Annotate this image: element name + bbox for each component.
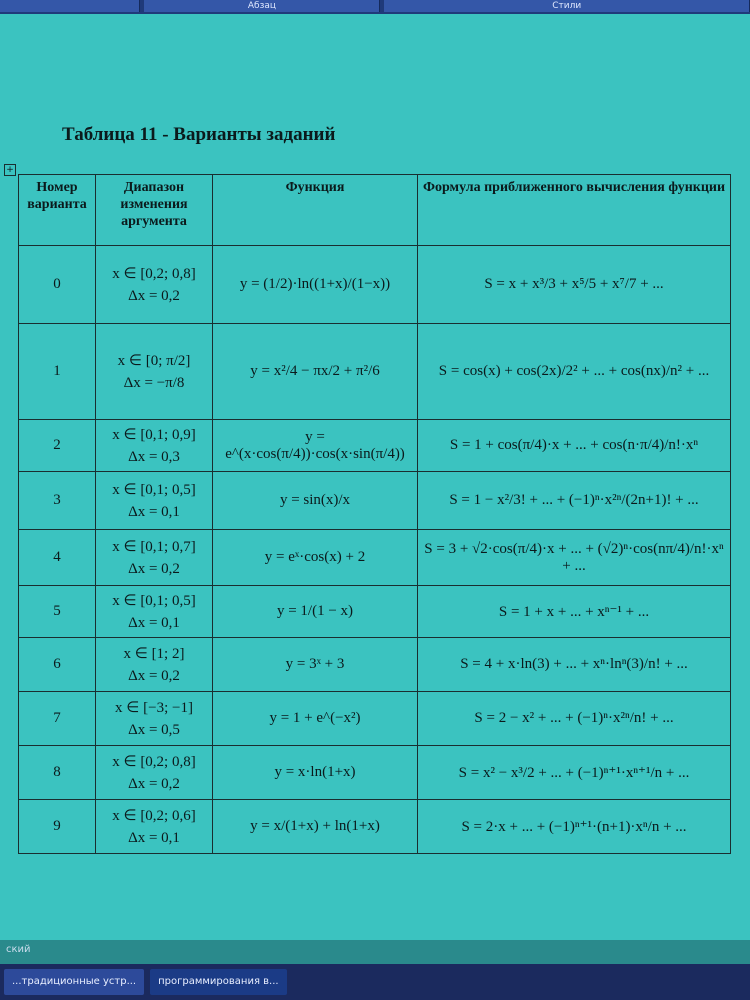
argument-step: Δx = 0,5: [128, 721, 180, 738]
function-cell: y = 1 + e^(−x²): [213, 692, 418, 746]
argument-range-cell: [96, 420, 213, 472]
argument-step: Δx = 0,2: [128, 667, 180, 684]
variant-number: 3: [19, 472, 96, 530]
argument-range-cell: [96, 746, 213, 800]
taskbar-item-1[interactable]: ...традиционные устр...: [4, 969, 144, 995]
variant-number: 6: [19, 638, 96, 692]
argument-range: x ∈ [0,1; 0,7]: [112, 538, 196, 555]
argument-step: Δx = 0,1: [128, 829, 180, 846]
argument-range: x ∈ [0; π/2]: [117, 352, 191, 369]
argument-range-cell: [96, 530, 213, 586]
status-language: ский: [6, 944, 31, 955]
argument-step: Δx = 0,2: [128, 775, 180, 792]
variant-number: 4: [19, 530, 96, 586]
argument-range: x ∈ [1; 2]: [123, 645, 185, 662]
table-move-handle-icon[interactable]: +: [4, 164, 16, 176]
header-variant-number: Номер варианта: [19, 175, 96, 246]
argument-range: x ∈ [0,1; 0,9]: [112, 426, 196, 443]
table-row: [19, 420, 731, 472]
table-row: [19, 746, 731, 800]
argument-range-cell: [96, 246, 213, 324]
argument-range-cell: [96, 638, 213, 692]
argument-step: Δx = 0,1: [128, 614, 180, 631]
function-cell: y = x·ln(1+x): [213, 746, 418, 800]
table-row: [19, 586, 731, 638]
formula-cell: S = 2·x + ... + (−1)ⁿ⁺¹·(n+1)·xⁿ/n + ...: [418, 800, 731, 854]
formula-cell: S = 1 − x²/3! + ... + (−1)ⁿ·x²ⁿ/(2n+1)! + ...: [418, 472, 731, 530]
argument-range-cell: [96, 586, 213, 638]
table-row: [19, 530, 731, 586]
argument-range-cell: [96, 692, 213, 746]
table-row: [19, 692, 731, 746]
argument-range-cell: [96, 472, 213, 530]
formula-cell: S = x + x³/3 + x⁵/5 + x⁷/7 + ...: [418, 246, 731, 324]
variant-number: 8: [19, 746, 96, 800]
argument-range: x ∈ [0,2; 0,8]: [112, 265, 196, 282]
toolbar-left-field[interactable]: [0, 0, 140, 12]
argument-range: x ∈ [0,1; 0,5]: [112, 592, 196, 609]
header-argument-range: Диапазон изменения аргумента: [96, 175, 213, 246]
formula-cell: S = 1 + x + ... + xⁿ⁻¹ + ...: [418, 586, 731, 638]
document-page: [0, 14, 750, 940]
taskbar: [0, 964, 750, 1000]
argument-range: x ∈ [−3; −1]: [115, 699, 193, 716]
variant-number: 5: [19, 586, 96, 638]
variant-number: 2: [19, 420, 96, 472]
styles-field[interactable]: Стили: [384, 0, 750, 12]
function-cell: y = 1/(1 − x): [213, 586, 418, 638]
variant-number: 1: [19, 324, 96, 420]
function-cell: y = eˣ·cos(x) + 2: [213, 530, 418, 586]
function-cell: y = 3ˣ + 3: [213, 638, 418, 692]
function-cell: y = x/(1+x) + ln(1+x): [213, 800, 418, 854]
formula-cell: S = 1 + cos(π/4)·x + ... + cos(n·π/4)/n!·xⁿ: [418, 420, 731, 472]
argument-range-cell: [96, 800, 213, 854]
function-cell: y = (1/2)·ln((1+x)/(1−x)): [213, 246, 418, 324]
argument-range: x ∈ [0,2; 0,6]: [112, 807, 196, 824]
argument-step: Δx = 0,1: [128, 503, 180, 520]
variant-number: 7: [19, 692, 96, 746]
header-approx-formula: Формула приближенного вычисления функции: [418, 175, 731, 246]
toolbar: [0, 0, 750, 14]
variants-table: [18, 174, 731, 854]
formula-cell: S = x² − x³/2 + ... + (−1)ⁿ⁺¹·xⁿ⁺¹/n + ...: [418, 746, 731, 800]
table-row: [19, 472, 731, 530]
table-row: [19, 324, 731, 420]
table-row: [19, 800, 731, 854]
function-cell: y = x²/4 − πx/2 + π²/6: [213, 324, 418, 420]
table-caption: Таблица 11 - Варианты заданий: [62, 124, 336, 145]
argument-step: Δx = 0,3: [128, 448, 180, 465]
status-bar: [0, 940, 750, 964]
variant-number: 9: [19, 800, 96, 854]
header-function: Функция: [213, 175, 418, 246]
taskbar-item-2[interactable]: программирования в...: [150, 969, 286, 995]
argument-step: Δx = 0,2: [128, 287, 180, 304]
table-header-row: [19, 175, 731, 246]
formula-cell: S = 3 + √2·cos(π/4)·x + ... + (√2)ⁿ·cos(nπ/4)/n!·xⁿ + ...: [418, 530, 731, 586]
formula-cell: S = cos(x) + cos(2x)/2² + ... + cos(nx)/n² + ...: [418, 324, 731, 420]
formula-cell: S = 4 + x·ln(3) + ... + xⁿ·lnⁿ(3)/n! + ...: [418, 638, 731, 692]
function-cell: y = e^(x·cos(π/4))·cos(x·sin(π/4)): [213, 420, 418, 472]
function-cell: y = sin(x)/x: [213, 472, 418, 530]
argument-range: x ∈ [0,2; 0,8]: [112, 753, 196, 770]
table-row: [19, 638, 731, 692]
table-row: [19, 246, 731, 324]
paragraph-style-field[interactable]: Абзац: [144, 0, 380, 12]
variant-number: 0: [19, 246, 96, 324]
argument-step: Δx = −π/8: [123, 374, 185, 391]
argument-step: Δx = 0,2: [128, 560, 180, 577]
argument-range: x ∈ [0,1; 0,5]: [112, 481, 196, 498]
argument-range-cell: [96, 324, 213, 420]
formula-cell: S = 2 − x² + ... + (−1)ⁿ·x²ⁿ/n! + ...: [418, 692, 731, 746]
